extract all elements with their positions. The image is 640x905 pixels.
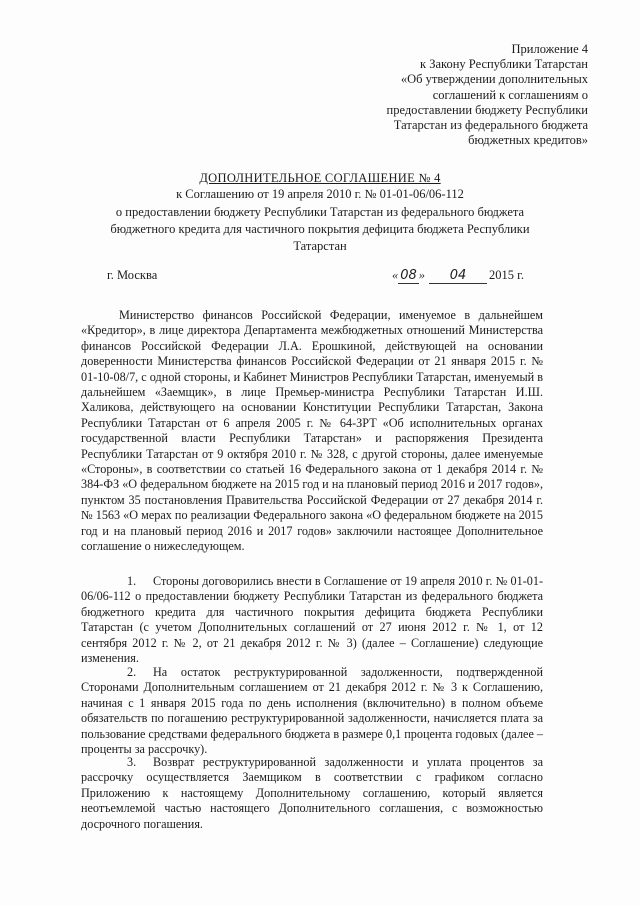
date-quote-open: «	[392, 268, 399, 282]
appendix-header	[328, 42, 588, 148]
appendix-line: к Закону Республики Татарстан	[420, 57, 588, 72]
signing-date	[392, 268, 524, 284]
city-label: г. Москва	[107, 268, 158, 282]
date-day: 08	[400, 268, 417, 283]
date-year: 2015 г.	[489, 268, 525, 282]
document-reference: к Соглашению от 19 апреля 2010 г. № 01-01-06/06-112	[176, 187, 464, 201]
clause-item	[81, 574, 543, 666]
clause-item	[81, 665, 543, 757]
clause-text: Возврат реструктурированной задолженности и уплата процентов за рассрочку осуществляется Заемщиком в соответствии с графиком согласно Приложению к настоящему Дополнительному соглашению, который является неотъемлемой частью настоящего Дополнительного соглашения, с возможностью досрочного погашения.	[81, 755, 543, 831]
clause-item	[81, 755, 543, 832]
appendix-line: Татарстан из федерального бюджета	[393, 118, 588, 133]
date-quote-close: »	[418, 268, 426, 282]
document-title	[100, 170, 540, 186]
intro-paragraph: Министерство финансов Российской Федерации, именуемое в дальнейшем «Кредитор», в лице директора Департамента межбюджетных отношений Министерства финансов Российской Федерации Л.А. Ерошкиной, действующей на основании доверенности Министерства финансов Российской Федерации от 21 января 2015 г. № 01-10-08/7, с одной стороны, и Кабинет Министров Республики Татарстан, именуемый в дальнейшем «Заемщик», в лице Премьер-министра Республики Татарстан И.Ш. Халикова, действующего на основании Конституции Республики Татарстан, Закона Республики Татарстан от 6 апреля 2005 г. № 64-ЗРТ «Об исполнительных органах государственной власти Республики Татарстан» и распоряжения Президента Республики Татарстан от 9 октября 2010 г. № 328, с другой стороны, далее именуемые «Стороны», в соответствии со статьей 16 Федерального закона от 1 декабря 2014 г. № 384-ФЗ «О федеральном бюджете на 2015 год и на плановый период 2016 и 2017 годов», пунктом 35 постановления Правительства Российской Федерации от 27 декабря 2014 г. № 1563 «О мерах по реализации Федерального закона «О федеральном бюджете на 2015 год и на плановый период 2016 и 2017 годов» заключили настоящее Дополнительное соглашение о нижеследующем.	[81, 308, 543, 554]
document-title-text: ДОПОЛНИТЕЛЬНОЕ СОГЛАШЕНИЕ № 4	[199, 171, 441, 185]
appendix-line: бюджетных кредитов»	[468, 133, 588, 148]
clause-number: 3.	[127, 755, 137, 769]
appendix-line: соглашений к соглашениям о	[432, 87, 588, 102]
clause-number: 2.	[127, 665, 137, 679]
appendix-line: Приложение 4	[511, 42, 588, 56]
document-subject: о предоставлении бюджету Республики Татарстан из федерального бюджета бюджетного кредита для частичного покрытия дефицита бюджета Республики Татарстан	[110, 205, 530, 253]
clause-text: Стороны договорились внести в Соглашение от 19 апреля 2010 г. № 01-01-06/06-112 о предоставлении бюджету Республики Татарстан из федерального бюджета бюджетного кредита для частичного покрытия дефицита бюджета Республики Татарстан (с учетом Дополнительных соглашений от 27 июня 2012 г. № 1, от 12 сентября 2012 г. № 2, от 21 декабря 2012 г. № 3) (далее – Соглашение) следующие изменения.	[81, 574, 543, 666]
appendix-line: предоставлении бюджету Республики	[386, 102, 588, 117]
appendix-line: «Об утверждении дополнительных	[400, 72, 588, 87]
date-month: 04	[429, 268, 487, 284]
clause-number: 1.	[127, 574, 137, 588]
clause-text: На остаток реструктурированной задолженности, подтвержденной Сторонами Дополнительным соглашением от 21 декабря 2012 г. № 3 к Соглашению, начиная с 1 января 2015 года по день исполнения (включительно) в полном объеме обязательств по погашению реструктурированной задолженности, начисляется плата за пользование средствами федерального бюджета в размере 0,1 процента годовых (далее – проценты за рассрочку).	[81, 665, 543, 757]
